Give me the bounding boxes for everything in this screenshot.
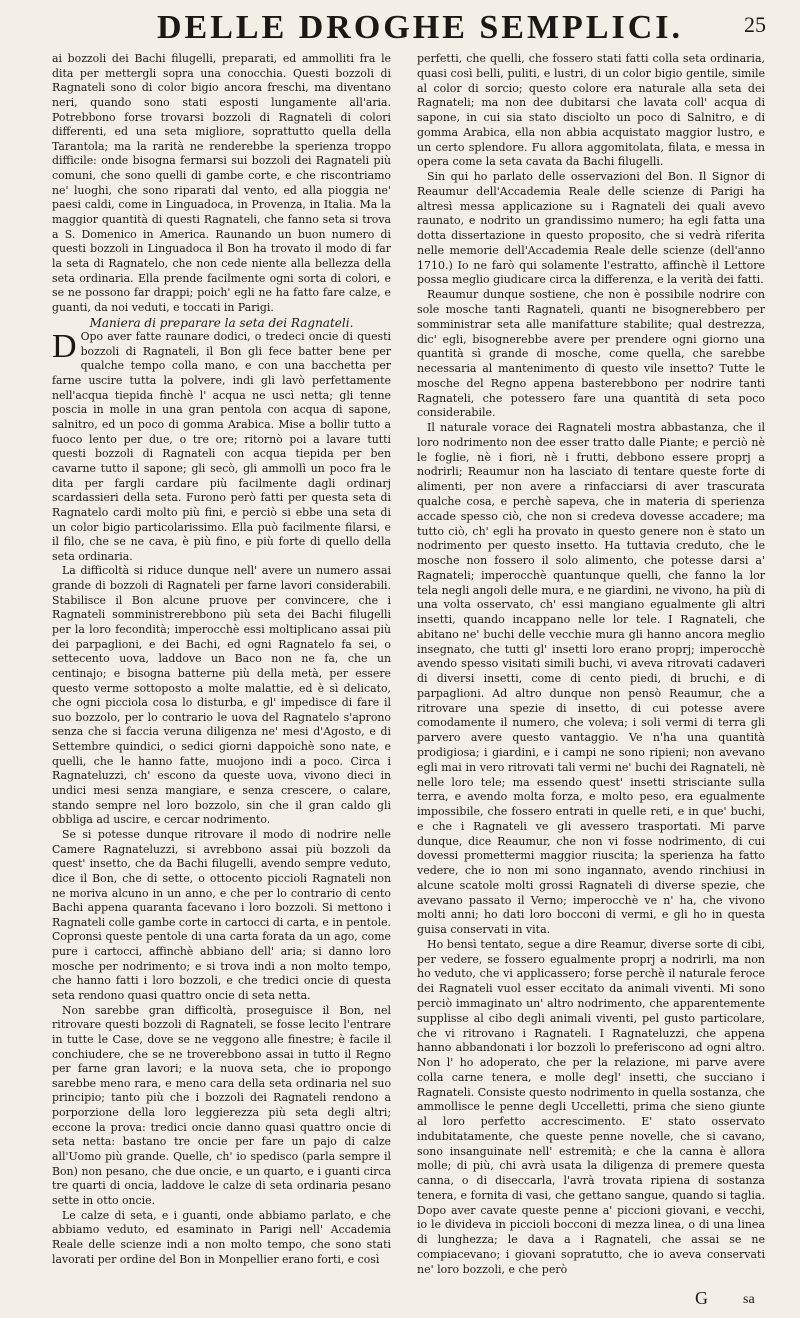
page-footer xyxy=(417,1288,765,1312)
paragraph: ai bozzoli dei Bachi filugelli, preparati, ed ammolliti fra le dita per mettergli sopra una conocchia. Questi bozzoli di Ragnateli sono di color bigio ancora freschi, ma diventano neri, quando sono stati esposti lungamente all'aria. Potrebbono forse trovarsi bozzoli di Ragnateli di colori differenti, ed una seta migliore, soprattutto quella della Tarantola; ma la rarità ne renderebbe la sperienza troppo difficile: onde bisogna fermarsi sui bozzoli dei Ragnateli più comuni, che sono quelli di gambe corte, e che riscontriamo ne' luoghi, che sono riparati dal vento, ed alla pioggia ne' paesi caldi, come in Linguadoca, in Provenza, in Italia. Ma la maggior quantità di questi Ragnateli, che fanno seta si trova a S. Domenico in America. Raunando un buon numero di questi bozzoli in Linguadoca il Bon ha trovato il modo di far la seta di Ragnatelo, che non cede niente alla bellezza della seta ordinaria. Ella prende facilmente ogni sorta di colori, e se ne possono far drappi; poich' egli ne ha fatto fare calze, e guanti, da noi veduti, e toccati in Parigi. xyxy=(52,52,391,314)
right-column xyxy=(417,52,765,1278)
paragraph: Se si potesse dunque ritrovare il modo di nodrire nelle Camere Ragnateluzzi, si avrebbono assai più bozzoli da quest' insetto, che da Bachi filugelli, avendo sempre veduto, dice il Bon, che di sette, o ottocento piccioli Ragnateli non ne moriva alcuno in un anno, e che per lo contrario di cento Bachi appena quaranta facevano i loro bozzoli. Si mettono i Ragnateli colle gambe corte in cartocci di carta, e in pentole. Copronsi queste pentole di una carta forata da un ago, come pure i cartocci, affinchè abbiano dell' aria; si danno loro mosche per nodrimento; e si trova indi a non molto tempo, che hanno fatti i loro bozzoli, e che tredici oncie di questa seta rendono quasi quattro oncie di seta netta. xyxy=(52,827,391,1002)
paragraph: Sin qui ho parlato delle osservazioni del Bon. Il Signor di Reaumur dell'Accademia Reale delle scienze di Parigi ha altresì messa applicazione su i Ragnateli dei quali avevo raunato, e nodrito un grandissimo numero; ha egli fatta una dotta dissertazione in questo proposito, che si vedrà riferita nelle memorie dell'Accademia Reale delle scienze (dell'anno 1710.) Io ne farò qui solamente l'estratto, affinchè il Lettore possa meglio giudicare circa la differenza, e la verità dei fatti. xyxy=(417,170,765,287)
paragraph: perfetti, che quelli, che fossero stati fatti colla seta ordinaria, quasi così belli, puliti, e lustri, di un color bigio gentile, simile al color di sorcio; questo colore era naturale alla seta dei Ragnateli; ma non dee dubitarsi che lavata coll' acqua di sapone, in cui sia stato disciolto un poco di Salnitro, e di gomma Arabica, ella non abbia acquistato maggior lustro, e un certo splendore. Fu allora aggomitolata, filata, e messa in opera come la seta cavata da Bachi filugelli. xyxy=(417,52,765,169)
drop-cap: D xyxy=(52,328,77,366)
signature-mark: G xyxy=(695,1288,708,1308)
paragraph: Non sarebbe gran difficoltà, proseguisce il Bon, nel ritrovare questi bozzoli di Ragnateli, se fosse lecito l'entrare in tutte le Case, dove se ne veggono alle finestre; è facile il conchiudere, che se ne troverebbono assai in tutto il Regno per farne gran lavori; e la nuova seta, che io propongo sarebbe meno rara, e meno cara della seta ordinaria nel suo principio; tanto più che i bozzoli dei Ragnateli rendono a porporzione della loro leggierezza più seta degli altri; eccone la prova: tredici oncie danno quasi quattro oncie di seta netta: bastano tre oncie per fare un pajo di calze all'Uomo più grande. Quelle, ch' io spedisco (parla sempre il Bon) non pesano, che due oncie, e un quarto, e i guanti circa tre quarti di oncia, laddove le calze di seta ordinaria pesano sette in otto oncie. xyxy=(52,1003,391,1207)
paragraph xyxy=(52,330,391,564)
page-header xyxy=(70,10,770,46)
paragraph: Reaumur dunque sostiene, che non è possibile nodrire con sole mosche tanti Ragnateli, quanti ne bisognerebbero per somministrar seta alle manifatture stabilite; qual destrezza, dic' egli, bisognerebbe avere per prendere ogni giorno una quantità sì grande di mosche, come quella, che sarebbe necessaria al mantenimento di questo vile insetto? Tutte le mosche del Regno appena basterebbono per nodrire tanti Ragnateli, che potessero fare una quantità di seta poco considerabile. xyxy=(417,288,765,420)
catchword: sa xyxy=(743,1292,755,1307)
paragraph: Le calze di seta, e i guanti, onde abbiamo parlato, e che abbiamo veduto, ed esaminato in Parigi nell' Accademia Reale delle scienze indi a non molto tempo, che sono stati lavorati per ordine del Bon in Monpellier erano forti, e così xyxy=(52,1208,391,1266)
page-number: 25 xyxy=(744,12,766,37)
paragraph: La difficoltà si riduce dunque nell' avere un numero assai grande di bozzoli di Ragnateli per farne lavori considerabili. Stabilisce il Bon alcune pruove per convincere, che i Ragnateli somministrerebbono più seta dei Bachi filugelli per la loro fecondità; imperocchè essi moltiplicano assai più dei parpaglioni, e dei Bachi, ed ogni Ragnatelo fa sei, o settecento uova, laddove un Baco non ne fa, che un centinajo; e bisogna batterne più della metà, per essere questo verme sottoposto a molte malattie, ed è sì delicato, che ogni picciola cosa lo disturba, e gl' impedisce di fare il suo bozzolo, per lo contrario le uova del Ragnatelo s'aprono senza che si faccia veruna diligenza ne' mesi d'Agosto, e di Settembre quindici, o sedici giorni dappoichè sono nate, e quelli, che le hanno fatte, muojono indi a poco. Circa i Ragnateluzzi, ch' escono da queste uova, vivono dieci in undici mesi senza mangiare, e senza crescere, o calare, stando sempre nel loro bozzolo, sin che il gran caldo gli obbliga ad uscire, e cercar nodrimento. xyxy=(52,564,391,827)
section-heading: Maniera di preparare la seta dei Ragnateli. xyxy=(89,315,354,330)
paragraph: Ho bensì tentato, segue a dire Reamur, diverse sorte di cibi, per vedere, se fossero egualmente proprj a nodrirli, ma non ho veduto, che vi applicassero; forse perchè il naturale feroce dei Ragnateli vuol esser eccitato da animali viventi. Mi sono perciò immaginato un' altro nodrimento, che apparentemente supplisse al cibo degli animali viventi, pel gusto particolare, che vi ritrovano i Ragnateli. I Ragnateluzzi, che appena hanno abbandonati i lor bozzoli lo preferiscono ad ogni altro. Non l' ho adoperato, che per la relazione, mi parve avere colla carne tenera, e molle degl' insetti, che succiano i Ragnateli. Consiste questo nodrimento in quella sostanza, che ammollisce le penne degli Uccelletti, prima che sieno giunte al loro perfetto accrescimento. E' stato osservato indubitatamente, che queste penne novelle, che si cavano, sono insanguinate nell' estremità; e che la canna è allora molle; di più, chi avrà usata la diligenza di premere questa canna, o di diseccarla, l'avrà trovata ripiena di sostanza tenera, e fornita di vasi, che gettano sangue, quando si taglia. Dopo aver cavate queste penne a' piccioni giovani, e vecchi, io le divideva in piccioli bocconi di mezza linea, o di una linea di lunghezza; le dava a i Ragnateli, che assai se ne compiacevano; i giovani sopratutto, che io aveva conservati ne' loro bozzoli, e che però xyxy=(417,937,765,1276)
paragraph: Il naturale vorace dei Ragnateli mostra abbastanza, che il loro nodrimento non dee esser tratto dalle Piante; e perciò nè le foglie, nè i fiori, nè i frutti, debbono essere proprj a nodrirli; Reaumur non ha lasciato di tentare queste forte di alimenti, per non avere a rinfacciarsi di aver trascurata qualche cosa, e perchè sapeva, che in materia di sperienza accade spesso ciò, che non si credeva dovesse accadere; ma tutto ciò, ch' egli ha provato in questo genere non è stato un nodrimento per questo insetto. Ha tuttavia creduto, che le mosche non fossero il solo alimento, che potesse darsi a' Ragnateli; imperocchè quantunque quelli, che fanno la lor tela negli angoli delle mura, e ne giardini, ne vivono, ha più di una volta osservato, ch' essi mangiano egualmente gli altri insetti, quando incappano nelle lor tele. I Ragnateli, che abitano ne' buchi delle vecchie mura gli hanno ancora meglio insegnato, che tutti gl' insetti loro erano proprj; imperocchè avendo spesso visitati simili buchi, vi aveva ritrovati cadaveri di diversi insetti, come di cento piedi, di bruchi, e di parpaglioni. Ad altro dunque non pensò Reaumur, che a ritrovare una spezie di insetto, di cui potesse avere comodamente il numero, che voleva; i soli vermi di terra gli parvero avere questo vantaggio. Ve n'ha una quantità prodigiosa; i giardini, e i campi ne sono ripieni; non avevano egli mai in vero ritrovati tali vermi ne' buchi dei Ragnateli, nè nelle loro tele; ma essendo quest' insetti strisciante sulla terra, e avendo molta forza, e molto peso, era egualmente impossibile, che fossero entrati in quelle reti, e in que' buchi, e che i Ragnateli ve gli avessero trasportati. Mi parve dunque, dice Reaumur, che non vi fosse nodrimento, di cui dovessi promettermi maggior riuscita; la sperienza ha fatto vedere, che io non mi sono ingannato, avendo rinchiusi in alcune scatole molti grossi Ragnateli di diverse spezie, che avevano passato il Verno; imperocchè ve n' ha, che vivono molti anni; ho dati loro bocconi di vermi, e gli ho in questa guisa conservati in vita. xyxy=(417,421,765,937)
paragraph-text: Opo aver fatte raunare dodici, o tredeci oncie di questi bozzoli di Ragnateli, il Bon gli fece batter bene per qualche tempo colla mano, e con una bacchetta per farne uscire tutta la polvere, indi gli lavò perfettamente nell'acqua tiepida finchè l' acqua ne uscì netta; gli tenne poscia in molle in una gran pentola con acqua di sapone, salnitro, ed un poco di gomma Arabica. Mise a bollir tutto a fuoco lento per due, o tre ore; ritornò poi a lavare tutti questi bozzoli di Ragnateli con acqua tiepida per ben cavarne tutto il sapone; gli secò, gli ammollì un poco fra le dita per fargli cardare più facilmente dagli ordinarj scardassieri della seta. Furono però fatti per questa seta di Ragnatelo cardi molto più fini, e perciò si ebbe una seta di un color bigio particolarissimo. Ella può facilmente filarsi, e il filo, che se ne cava, è più fino, e più forte di quello della seta ordinaria. xyxy=(52,330,391,563)
running-title: DELLE DROGHE SEMPLICI. xyxy=(156,9,684,46)
left-column xyxy=(52,52,391,1267)
